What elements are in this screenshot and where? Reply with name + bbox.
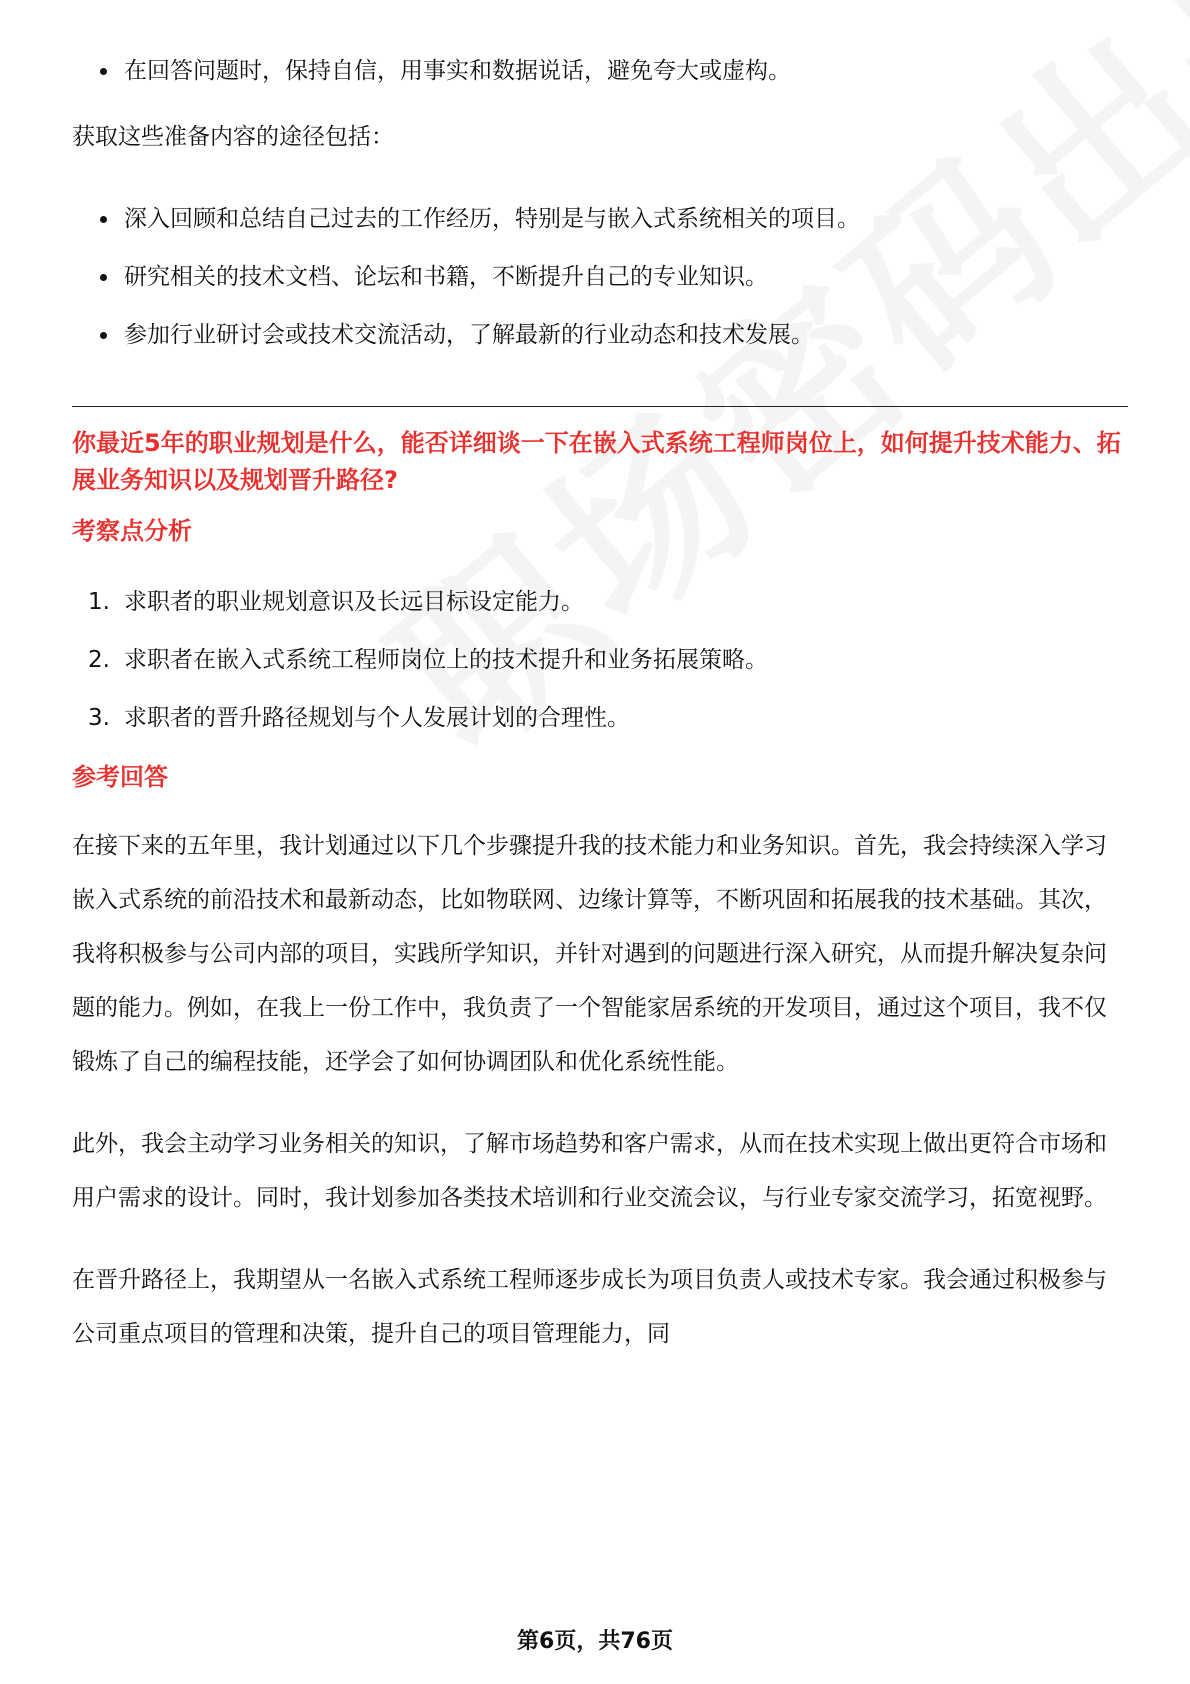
intro-text: 获取这些准备内容的途径包括： bbox=[72, 124, 394, 150]
list-item: 研究相关的技术文档、论坛和书籍，不断提升自己的专业知识。 bbox=[72, 260, 1128, 294]
document-page bbox=[72, 54, 1128, 1361]
list-item bbox=[72, 701, 1128, 735]
analysis-heading: 考察点分析 bbox=[72, 517, 192, 545]
list-item: 在回答问题时，保持自信，用事实和数据说话，避免夸大或虚构。 bbox=[72, 54, 1128, 88]
page-number-footer: 第6页，共76页 bbox=[517, 1629, 673, 1654]
question-heading: 你最近5年的职业规划是什么，能否详细谈一下在嵌入式系统工程师岗位上，如何提升技术能力、拓展业务知识以及规划晋升路径? bbox=[72, 429, 1121, 494]
answer-paragraph: 在晋升路径上，我期望从一名嵌入式系统工程师逐步成长为项目负责人或技术专家。我会通过积极参与公司重点项目的管理和决策，提升自己的项目管理能力，同 bbox=[72, 1267, 1107, 1347]
resource-bullet-list bbox=[72, 202, 1128, 352]
answer-paragraph: 在接下来的五年里，我计划通过以下几个步骤提升我的技术能力和业务知识。首先，我会持续深入学习嵌入式系统的前沿技术和最新动态，比如物联网、边缘计算等，不断巩固和拓展我的技术基础。其次，我将积极参与公司内部的项目，实践所学知识，并针对遇到的问题进行深入研究，从而提升解决复杂问题的能力。例如，在我上一份工作中，我负责了一个智能家居系统的开发项目，通过这个项目，我不仅锻炼了自己的编程技能，还学会了如何协调团队和优化系统性能。 bbox=[72, 833, 1107, 1075]
section-divider bbox=[72, 406, 1128, 407]
list-number: 3. bbox=[88, 705, 110, 731]
list-item: 深入回顾和总结自己过去的工作经历，特别是与嵌入式系统相关的项目。 bbox=[72, 202, 1128, 236]
list-item: 参加行业研讨会或技术交流活动，了解最新的行业动态和技术发展。 bbox=[72, 318, 1128, 352]
list-item-text: 求职者的晋升路径规划与个人发展计划的合理性。 bbox=[124, 705, 630, 731]
answer-paragraph: 此外，我会主动学习业务相关的知识，了解市场趋势和客户需求，从而在技术实现上做出更符合市场和用户需求的设计。同时，我计划参加各类技术培训和行业交流会议，与行业专家交流学习，拓宽视野。 bbox=[72, 1131, 1107, 1211]
list-number: 1. bbox=[88, 589, 110, 615]
list-item bbox=[72, 585, 1128, 619]
list-item bbox=[72, 643, 1128, 677]
list-item-text: 求职者在嵌入式系统工程师岗位上的技术提升和业务拓展策略。 bbox=[124, 647, 768, 673]
analysis-list bbox=[72, 585, 1128, 735]
answer-heading: 参考回答 bbox=[72, 763, 168, 791]
top-bullet-list bbox=[72, 54, 1128, 88]
list-number: 2. bbox=[88, 647, 110, 673]
list-item-text: 求职者的职业规划意识及长远目标设定能力。 bbox=[124, 589, 584, 615]
